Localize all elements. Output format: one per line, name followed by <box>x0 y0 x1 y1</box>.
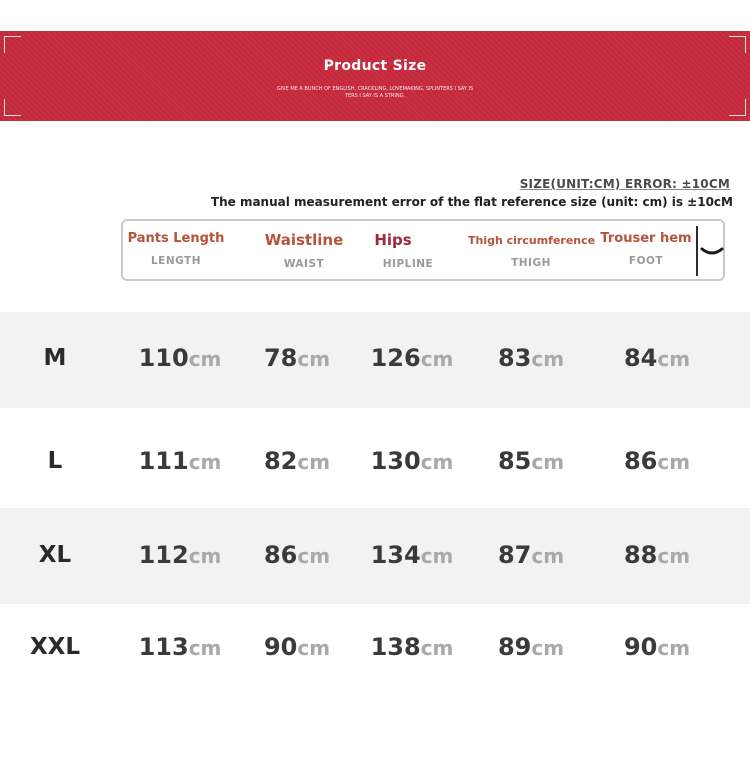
column-header-box <box>121 219 725 281</box>
cell-unit: cm <box>531 636 565 660</box>
cell-value: 84 <box>623 344 658 372</box>
corner-decoration <box>4 99 21 116</box>
cell-thigh <box>471 344 591 372</box>
cell-value: 85 <box>497 447 532 475</box>
cell-value: 110 <box>138 344 189 372</box>
column-label: Pants Length <box>127 231 225 246</box>
cell-thigh <box>471 541 591 569</box>
table-row <box>0 412 750 508</box>
column-sublabel: HIPLINE <box>382 258 434 270</box>
cell-unit: cm <box>297 544 331 568</box>
cell-unit: cm <box>531 450 565 474</box>
header-divider <box>696 226 698 276</box>
cell-length <box>120 541 240 569</box>
column-header-length <box>127 231 225 267</box>
cell-value: 130 <box>370 447 421 475</box>
cell-value: 113 <box>138 633 189 661</box>
corner-decoration <box>729 36 746 53</box>
product-size-banner <box>0 31 750 121</box>
cell-foot <box>597 344 717 372</box>
cell-unit: cm <box>188 544 222 568</box>
cell-foot <box>597 541 717 569</box>
column-header-hips <box>358 231 458 270</box>
cell-value: 134 <box>370 541 421 569</box>
cell-value: 88 <box>623 541 658 569</box>
cell-value: 112 <box>138 541 189 569</box>
corner-decoration <box>4 36 21 53</box>
cell-value: 111 <box>138 447 189 475</box>
cell-thigh <box>471 447 591 475</box>
corner-decoration <box>729 99 746 116</box>
cell-unit: cm <box>657 544 691 568</box>
cell-hips <box>352 633 472 661</box>
cell-value: 78 <box>263 344 298 372</box>
cell-unit: cm <box>420 544 454 568</box>
cell-unit: cm <box>297 347 331 371</box>
cell-unit: cm <box>188 636 222 660</box>
cell-unit: cm <box>657 450 691 474</box>
cell-value: 86 <box>263 541 298 569</box>
cell-foot <box>597 447 717 475</box>
column-label: Trouser hem <box>600 231 692 246</box>
banner-subtitle: GIVE ME A BUNCH OF ENGLISH, CRACKLING, LOVEMAKING, SPLINTERS I SAY IS TERS I SAY IS A STRING. <box>276 86 474 99</box>
column-sublabel: WAIST <box>283 258 325 270</box>
size-label: XXL <box>29 634 81 660</box>
cell-foot <box>597 633 717 661</box>
chevron-down-icon[interactable] <box>700 243 724 261</box>
cell-waist <box>237 541 357 569</box>
cell-value: 83 <box>497 344 532 372</box>
cell-unit: cm <box>420 347 454 371</box>
cell-unit: cm <box>188 450 222 474</box>
size-label: L <box>47 448 63 474</box>
column-sublabel: FOOT <box>628 255 664 267</box>
cell-value: 86 <box>623 447 658 475</box>
column-header-thigh <box>468 231 594 269</box>
cell-unit: cm <box>420 450 454 474</box>
banner-title: Product Size <box>323 58 427 74</box>
size-label: M <box>43 345 67 371</box>
cell-unit: cm <box>531 544 565 568</box>
cell-unit: cm <box>657 636 691 660</box>
manual-error-note: The manual measurement error of the flat reference size (unit: cm) is ±10cM <box>210 195 733 209</box>
cell-waist <box>237 633 357 661</box>
cell-unit: cm <box>531 347 565 371</box>
cell-value: 90 <box>623 633 658 661</box>
table-row <box>0 604 750 700</box>
cell-waist <box>237 447 357 475</box>
cell-unit: cm <box>297 450 331 474</box>
cell-hips <box>352 541 472 569</box>
size-unit-note <box>520 177 730 191</box>
cell-value: 90 <box>263 633 298 661</box>
size-label: XL <box>38 542 72 568</box>
cell-length <box>120 447 240 475</box>
cell-length <box>120 633 240 661</box>
cell-value: 138 <box>370 633 421 661</box>
column-label: Waistline <box>264 231 344 249</box>
cell-unit: cm <box>297 636 331 660</box>
cell-value: 126 <box>370 344 421 372</box>
cell-unit: cm <box>188 347 222 371</box>
cell-value: 89 <box>497 633 532 661</box>
cell-unit: cm <box>657 347 691 371</box>
size-unit-text: SIZE(UNIT:CM) ERROR: ±10CM <box>519 177 730 191</box>
cell-value: 82 <box>263 447 298 475</box>
cell-length <box>120 344 240 372</box>
cell-value: 87 <box>497 541 532 569</box>
column-sublabel: THIGH <box>511 257 551 269</box>
column-label: Hips <box>374 231 412 249</box>
table-row <box>0 312 750 408</box>
column-header-foot <box>597 231 695 267</box>
column-label: Thigh circumference <box>468 234 596 247</box>
column-sublabel: LENGTH <box>150 255 202 267</box>
cell-hips <box>352 447 472 475</box>
table-row <box>0 508 750 604</box>
cell-waist <box>237 344 357 372</box>
cell-unit: cm <box>420 636 454 660</box>
cell-thigh <box>471 633 591 661</box>
cell-hips <box>352 344 472 372</box>
